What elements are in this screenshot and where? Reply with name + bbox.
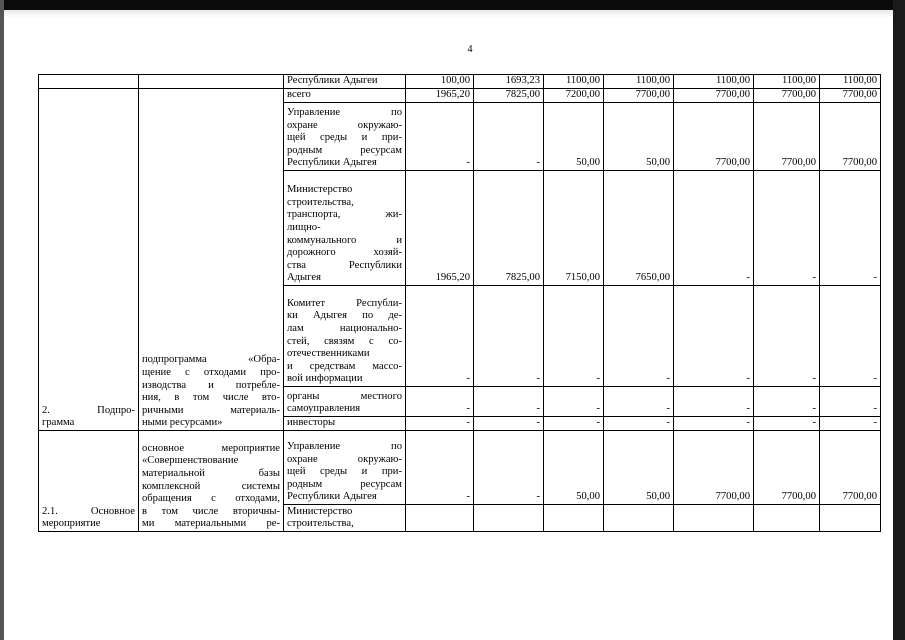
value-cell: - [674,286,754,387]
value-cell: 50,00 [544,431,604,505]
value-cell: 7700,00 [674,103,754,171]
value-cell: - [674,387,754,417]
table-row [39,75,881,89]
value-cell: 7700,00 [820,89,881,103]
executor-cell: Управление по охране окружаю- щей среды и при- родным ресурсам Республики Адыгея [284,431,406,505]
value-cell: 7700,00 [604,89,674,103]
value-cell: - [406,417,474,431]
value-cell: - [544,417,604,431]
value-cell: 7700,00 [820,103,881,171]
value-cell [604,505,674,532]
value-cell: 7700,00 [754,89,820,103]
executor-cell: Комитет Республи- ки Адыгея по де- лам национально- стей, связям с со- отечественниками и средствам массо- вой информации [284,286,406,387]
value-cell: 50,00 [604,103,674,171]
status-cell: 2.1. Основное мероприятие [39,431,139,532]
value-cell: 1965,20 [406,89,474,103]
status-cell: 2. Подпро- грамма [39,89,139,431]
value-cell: - [754,387,820,417]
value-cell [406,505,474,532]
value-cell: 1100,00 [820,75,881,89]
value-cell: 1965,20 [406,171,474,286]
value-cell: 7700,00 [754,431,820,505]
name-cell: основное мероприятие «Совершенствование материальной базы комплексной системы обращения с отходами, в том числе вторичны- ми материальными ре- [139,431,284,532]
value-cell: 7200,00 [544,89,604,103]
value-cell: - [754,417,820,431]
name-cell [139,75,284,89]
value-cell [674,505,754,532]
value-cell: 50,00 [604,431,674,505]
value-cell: 7825,00 [474,171,544,286]
table-row [39,89,881,103]
value-cell: - [406,431,474,505]
executor-cell: Управление по охране окружаю- щей среды и при- родным ресурсам Республики Адыгея [284,103,406,171]
value-cell: 1100,00 [674,75,754,89]
executor-cell: Республики Адыгеи [284,75,406,89]
value-cell: 1100,00 [754,75,820,89]
scan-border-shadow [0,10,905,18]
value-cell: - [754,171,820,286]
value-cell: 1100,00 [604,75,674,89]
value-cell: - [406,387,474,417]
value-cell: - [820,286,881,387]
value-cell: 50,00 [544,103,604,171]
value-cell: 7700,00 [674,431,754,505]
value-cell: - [754,286,820,387]
budget-table [38,74,881,532]
value-cell: 7825,00 [474,89,544,103]
scan-border-top [0,0,905,10]
value-cell [754,505,820,532]
value-cell: 7700,00 [754,103,820,171]
value-cell: - [544,286,604,387]
scan-border-left [0,0,4,640]
executor-cell: Министерство строительства, [284,505,406,532]
executor-cell: Министерство строительства, транспорта, жи- лищно- коммунального и дорожного хозяй- ства Республики Адыгея [284,171,406,286]
value-cell: - [474,103,544,171]
value-cell: 7700,00 [820,431,881,505]
table-row [39,431,881,505]
value-cell: 7700,00 [674,89,754,103]
value-cell: - [474,286,544,387]
executor-cell: органы местного самоуправления [284,387,406,417]
value-cell [474,505,544,532]
value-cell: - [604,417,674,431]
value-cell: - [474,387,544,417]
value-cell: - [544,387,604,417]
executor-cell: инвесторы [284,417,406,431]
value-cell: - [406,103,474,171]
value-cell: - [604,286,674,387]
value-cell [544,505,604,532]
value-cell: - [474,431,544,505]
value-cell: 7150,00 [544,171,604,286]
value-cell: - [674,171,754,286]
value-cell: 7650,00 [604,171,674,286]
value-cell: - [820,387,881,417]
value-cell: - [820,171,881,286]
value-cell [820,505,881,532]
value-cell: 1693,23 [474,75,544,89]
value-cell: - [406,286,474,387]
page-number: 4 [467,44,473,55]
value-cell: 1100,00 [544,75,604,89]
executor-cell: всего [284,89,406,103]
value-cell: - [474,417,544,431]
scan-border-right [893,0,905,640]
value-cell: - [604,387,674,417]
value-cell: 100,00 [406,75,474,89]
status-cell [39,75,139,89]
name-cell: подпрограмма «Обра- щение с отходами про- изводства и потребле- ния, в том числе вто- ричными материаль- ными ресурсами» [139,89,284,431]
value-cell: - [674,417,754,431]
value-cell: - [820,417,881,431]
